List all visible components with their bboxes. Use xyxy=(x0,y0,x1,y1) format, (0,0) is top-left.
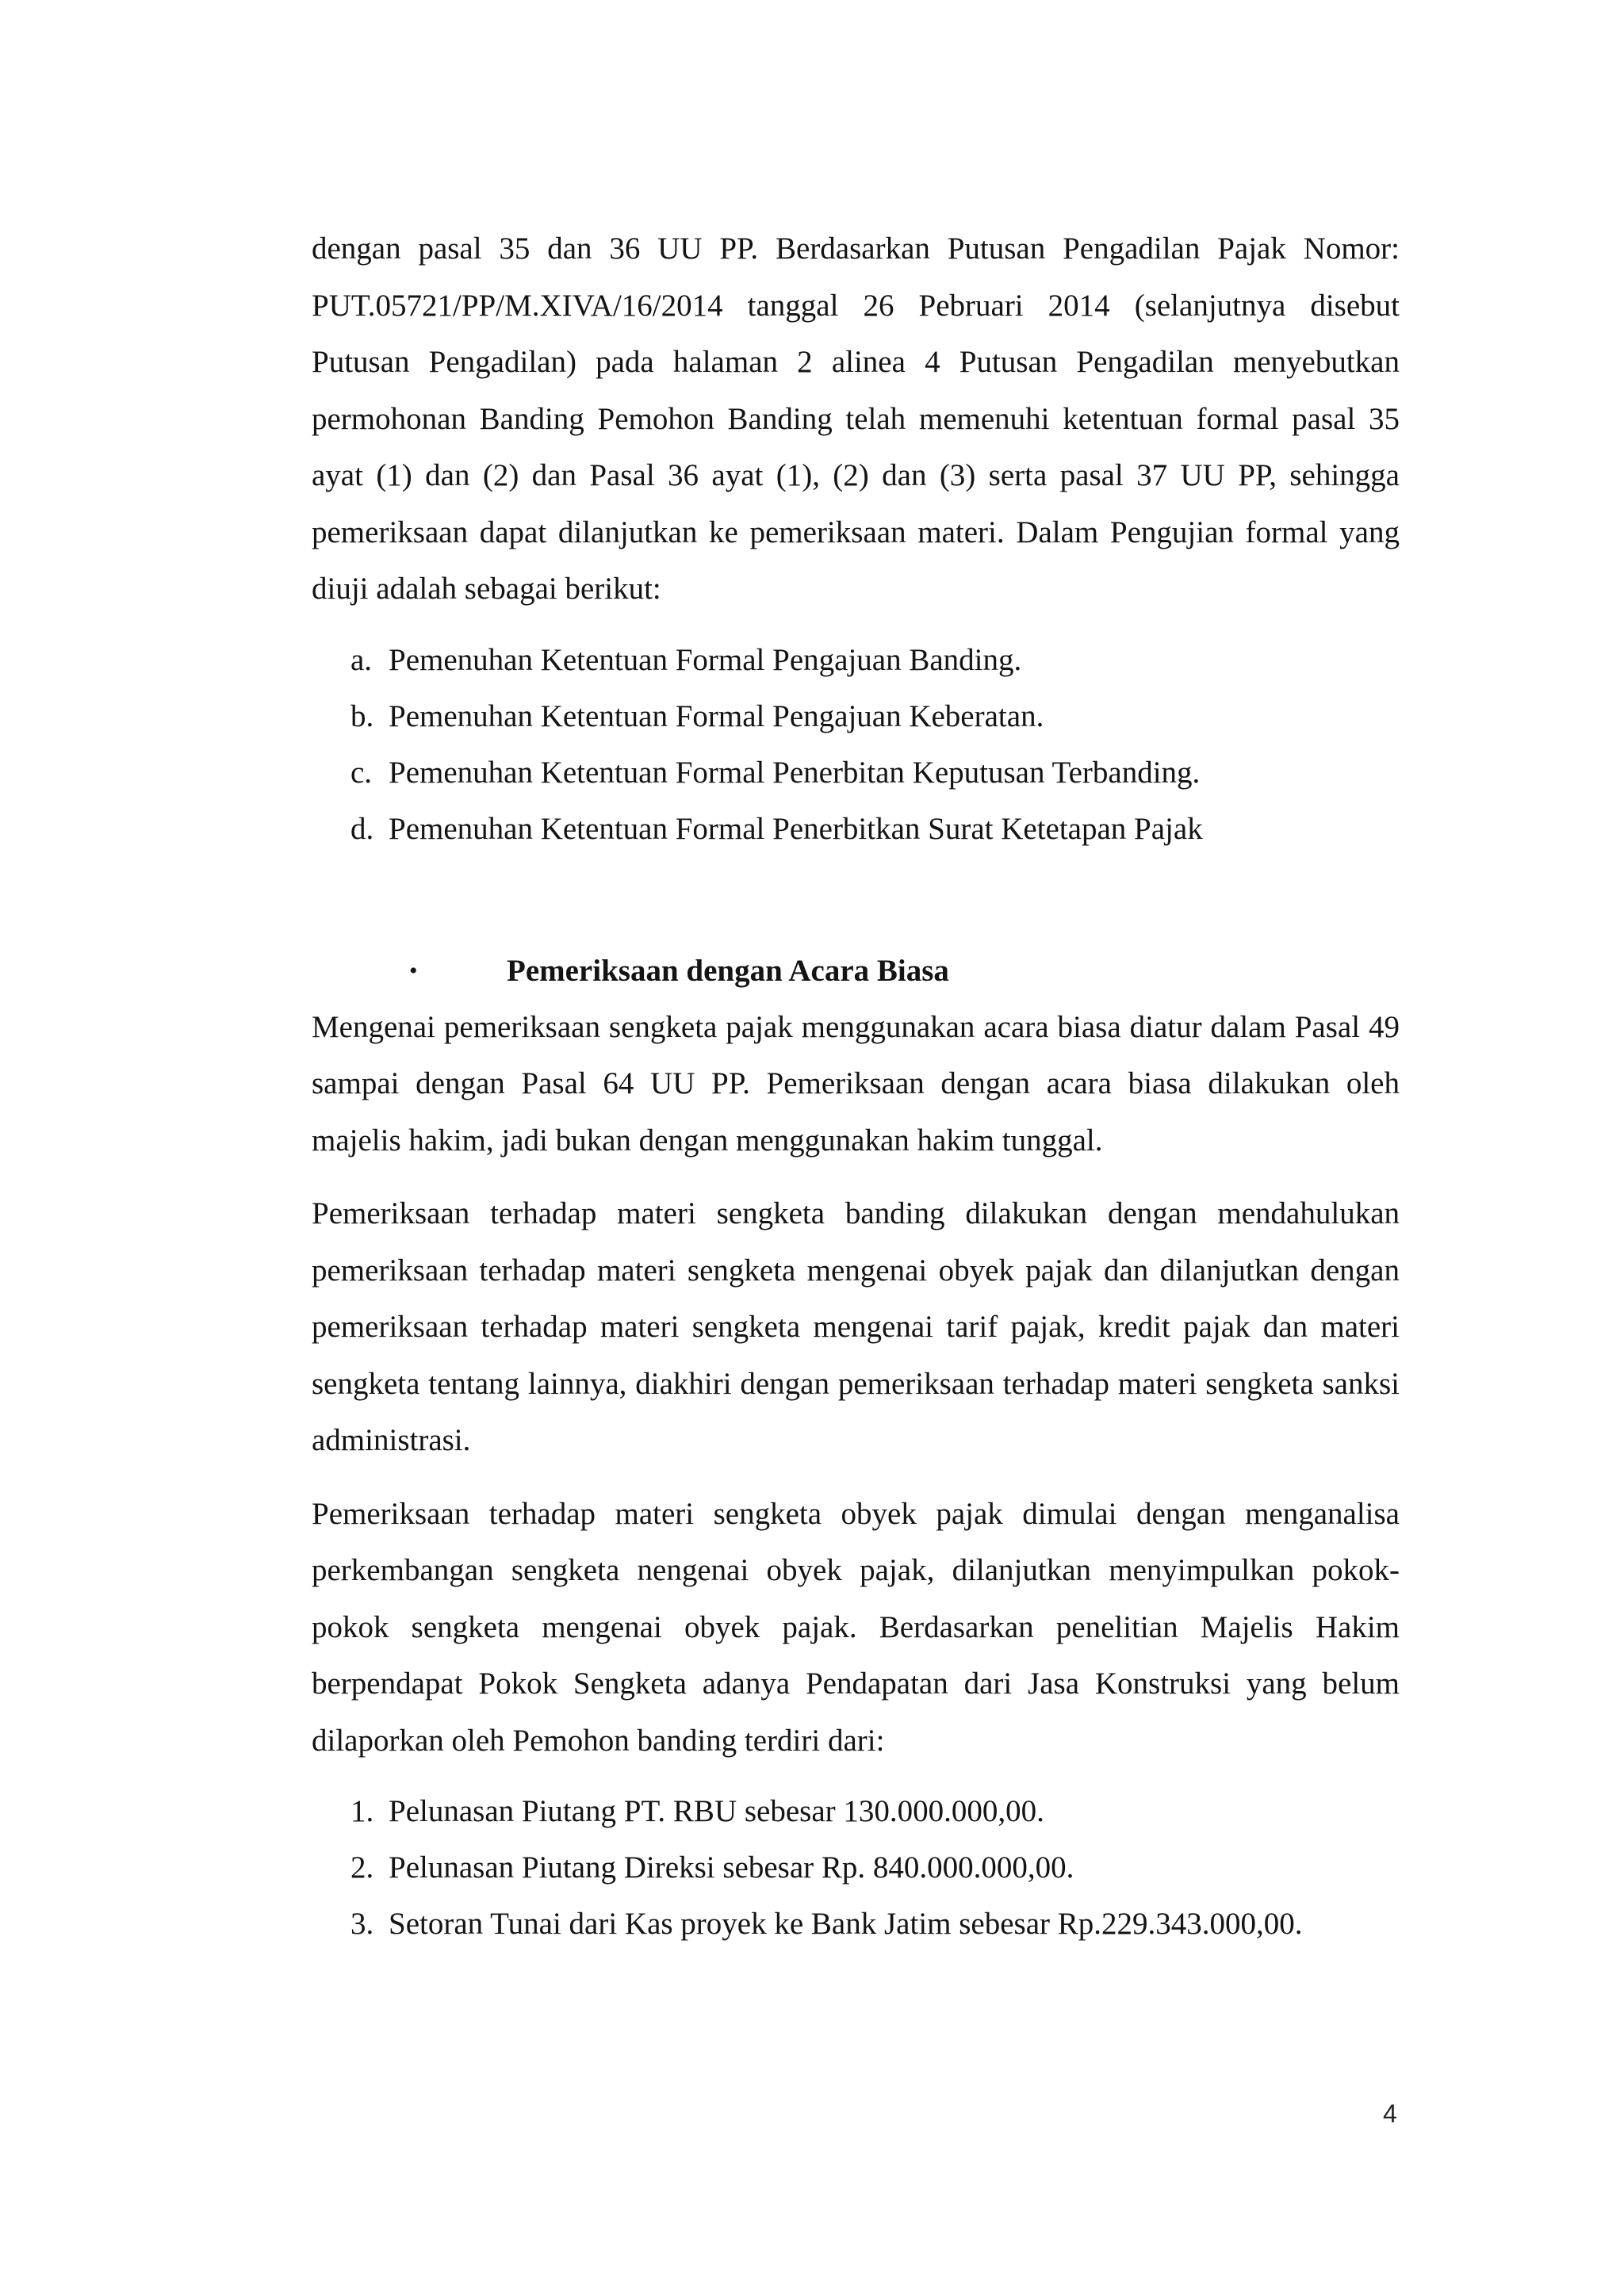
list-marker: b. xyxy=(350,698,374,733)
list-marker: 3. xyxy=(350,1907,374,1941)
page-content xyxy=(312,220,1400,1952)
paragraph-obyek: Pemeriksaan terhadap materi sengketa obyek pajak dimulai dengan menganalisa perkembangan sengketa nengenai obyek pajak, dilanjutkan menyimpulkan pokok-pokok sengketa mengenai obyek pajak. Berdasarkan penelitian Majelis Hakim berpendapat Pokok Sengketa adanya Pendapatan dari Jasa Konstruksi yang belum dilaporkan oleh Pemohon banding terdiri dari: xyxy=(312,1496,1400,1758)
list-item xyxy=(312,1783,1400,1839)
section-heading xyxy=(312,943,1400,999)
list-item xyxy=(312,632,1400,688)
list-item xyxy=(312,1839,1400,1896)
paragraph-intro: dengan pasal 35 dan 36 UU PP. Berdasarkan Putusan Pengadilan Pajak Nomor: PUT.05721/PP/M.XIVA/16/2014 tanggal 26 Pebruari 2014 (selanjutnya disebut Putusan Pengadilan) pada halaman 2 alinea 4 Putusan Pengadilan menyebutkan permohonan Banding Pemohon Banding telah memenuhi ketentuan formal pasal 35 ayat (1) dan (2) dan Pasal 36 ayat (1), (2) dan (3) serta pasal 37 UU PP, sehingga pemeriksaan dapat dilanjutkan ke pemeriksaan materi. Dalam Pengujian formal yang diuji adalah sebagai berikut: xyxy=(312,232,1400,606)
dispute-items-list xyxy=(312,1783,1400,1952)
paragraph-acara-biasa: Mengenai pemeriksaan sengketa pajak menggunakan acara biasa diatur dalam Pasal 49 sampai dengan Pasal 64 UU PP. Pemeriksaan dengan acara biasa dilakukan oleh majelis hakim, jadi bukan dengan menggunakan hakim tunggal. xyxy=(312,1009,1400,1158)
list-item xyxy=(312,801,1400,857)
section-heading-text: Pemeriksaan dengan Acara Biasa xyxy=(507,953,949,988)
list-marker: 2. xyxy=(350,1850,374,1885)
list-item-text: Pemenuhan Ketentuan Formal Penerbitan Keputusan Terbanding. xyxy=(389,755,1201,790)
list-item-text: Pelunasan Piutang Direksi sebesar Rp. 840.000.000,00. xyxy=(389,1850,1074,1885)
bullet-icon: • xyxy=(409,957,418,984)
list-item-text: Setoran Tunai dari Kas proyek ke Bank Jatim sebesar Rp.229.343.000,00. xyxy=(389,1907,1303,1941)
list-marker: d. xyxy=(350,811,374,846)
list-item xyxy=(312,744,1400,801)
list-marker: a. xyxy=(350,642,373,677)
list-item-text: Pemenuhan Ketentuan Formal Pengajuan Banding. xyxy=(389,642,1022,677)
page-number: 4 xyxy=(1383,2099,1397,2128)
list-item-text: Pelunasan Piutang PT. RBU sebesar 130.000.000,00. xyxy=(389,1794,1044,1828)
list-marker: 1. xyxy=(350,1794,374,1828)
paragraph-materi: Pemeriksaan terhadap materi sengketa banding dilakukan dengan mendahulukan pemeriksaan terhadap materi sengketa mengenai obyek pajak dan dilanjutkan dengan pemeriksaan terhadap materi sengketa mengenai tarif pajak, kredit pajak dan materi sengketa tentang lainnya, diakhiri dengan pemeriksaan terhadap materi sengketa sanksi administrasi. xyxy=(312,1196,1400,1457)
list-item xyxy=(312,1896,1400,1952)
list-item-text: Pemenuhan Ketentuan Formal Penerbitkan Surat Ketetapan Pajak xyxy=(389,811,1203,846)
list-marker: c. xyxy=(350,755,373,790)
list-item-text: Pemenuhan Ketentuan Formal Pengajuan Keberatan. xyxy=(389,698,1044,733)
list-item xyxy=(312,688,1400,744)
formal-test-list xyxy=(312,632,1400,857)
